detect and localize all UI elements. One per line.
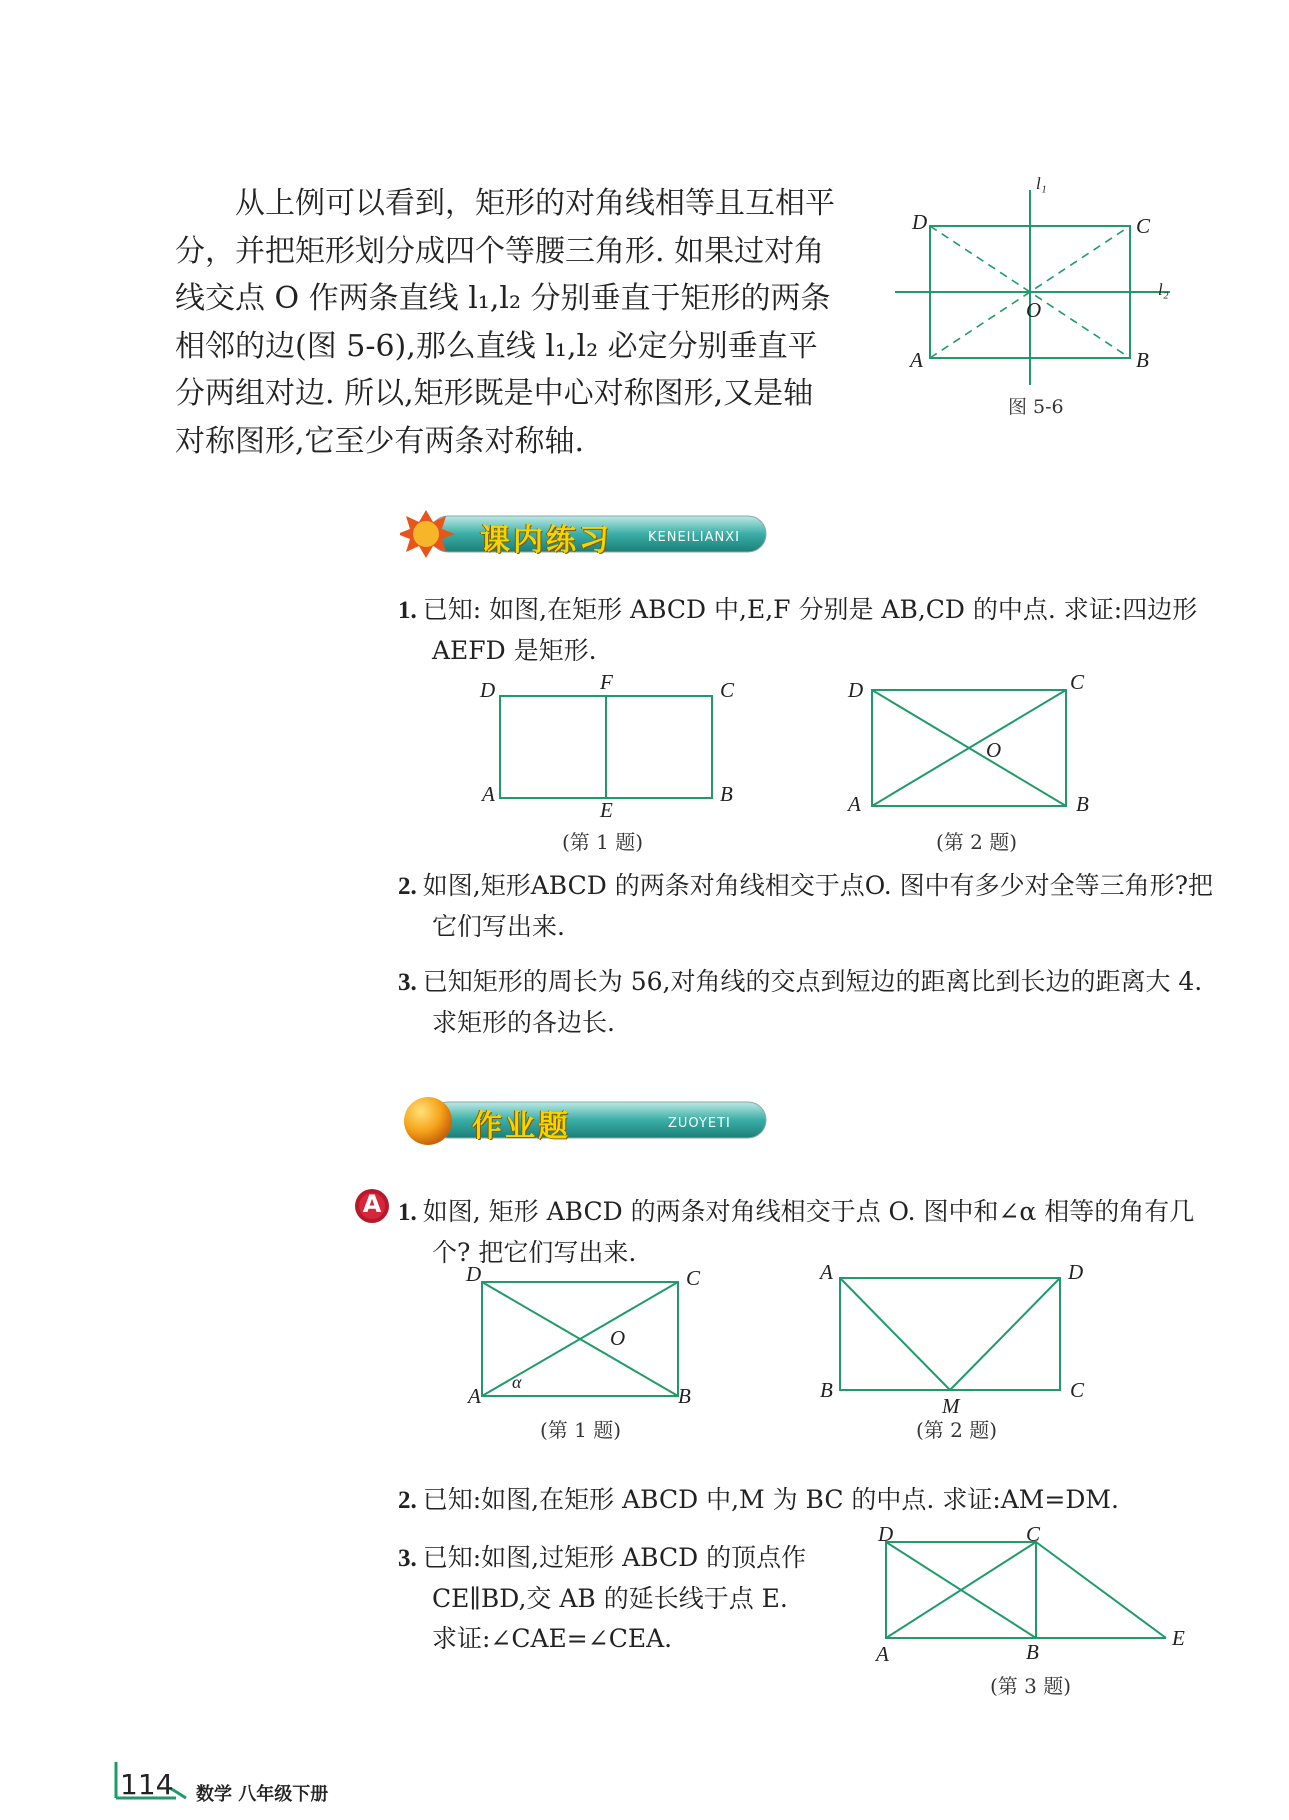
homework-question-1: 1. 如图, 矩形 ABCD 的两条对角线相交于点 O. 图中和∠α 相等的角有几个? 把它们写出来. <box>398 1197 1195 1267</box>
label-C: C <box>720 678 735 702</box>
practice-question-2: 2. 如图,矩形ABCD 的两条对角线相交于点O. 图中有多少对全等三角形?把它们写出来. <box>398 871 1214 941</box>
label-A: A <box>820 1260 833 1284</box>
label-C: C <box>1070 670 1085 694</box>
practice-figure-1 <box>470 670 750 860</box>
label-O: O <box>986 738 1002 762</box>
label-E: E <box>1172 1626 1185 1650</box>
label-l1: l₁ <box>1036 174 1047 193</box>
figure-caption: (第 2 题) <box>916 1418 998 1442</box>
figure-5-6 <box>880 174 1200 430</box>
label-A: A <box>910 348 923 372</box>
book-title: 数学 八年级下册 <box>196 1784 329 1805</box>
homework-banner <box>400 1092 770 1148</box>
practice-question-1: 1. 已知: 如图,在矩形 ABCD 中,E,F 分别是 AB,CD 的中点. 求证:四边形 AEFD 是矩形. <box>398 595 1198 665</box>
label-B: B <box>678 1384 691 1408</box>
intro-line: 相邻的边(图 5-6),那么直线 l₁,l₂ 必定分别垂直平 <box>175 328 818 364</box>
label-B: B <box>720 782 733 806</box>
label-D: D <box>480 678 496 702</box>
figure-caption: (第 3 题) <box>990 1674 1072 1698</box>
label-E: E <box>600 798 613 822</box>
label-A: A <box>482 782 495 806</box>
intro-paragraph <box>175 180 875 465</box>
homework-title: 作业题 <box>472 1109 571 1144</box>
label-O: O <box>610 1326 626 1350</box>
level-a-badge <box>354 1188 390 1224</box>
label-l2: l₂ <box>1158 280 1169 299</box>
label-D: D <box>1068 1260 1084 1284</box>
label-D: D <box>466 1262 482 1286</box>
page-number: 114 <box>120 1768 174 1801</box>
figure-caption: (第 2 题) <box>936 830 1018 854</box>
label-D: D <box>912 210 928 234</box>
homework-question-3: 3. 已知:如图,过矩形 ABCD 的顶点作 CE∥BD,交 AB 的延长线于点 E. 求证:∠CAE=∠CEA. <box>398 1543 807 1653</box>
intro-line: 对称图形,它至少有两条对称轴. <box>175 423 585 459</box>
label-D: D <box>878 1522 894 1546</box>
intro-line: 线交点 O 作两条直线 l₁,l₂ 分别垂直于矩形的两条 <box>175 281 831 316</box>
homework-figure-1 <box>460 1260 720 1450</box>
label-M: M <box>942 1394 960 1418</box>
homework-subtitle: ZUOYETI <box>668 1116 731 1131</box>
label-A: A <box>848 792 861 816</box>
practice-question-3: 3. 已知矩形的周长为 56,对角线的交点到短边的距离比到长边的距离大 4. 求矩形的各边长. <box>398 967 1203 1037</box>
label-C: C <box>1026 1522 1041 1546</box>
practice-subtitle: KENEILIANXI <box>648 530 740 545</box>
homework-question-2: 2. 已知:如图,在矩形 ABCD 中,M 为 BC 的中点. 求证:AM=DM. <box>398 1485 1119 1514</box>
badge-letter: A <box>362 1190 382 1218</box>
label-O: O <box>1026 298 1042 322</box>
label-B: B <box>1026 1640 1039 1664</box>
label-A: A <box>468 1384 481 1408</box>
practice-banner <box>400 508 770 560</box>
practice-figure-2 <box>840 668 1120 858</box>
label-D: D <box>848 678 864 702</box>
homework-figure-3 <box>866 1522 1206 1702</box>
figure-caption: (第 1 题) <box>540 1418 622 1442</box>
label-C: C <box>686 1266 701 1290</box>
intro-line: 分，并把矩形划分成四个等腰三角形. 如果过对角 <box>175 233 825 269</box>
intro-line: 分两组对边. 所以,矩形既是中心对称图形,又是轴 <box>175 376 814 411</box>
figure-caption: (第 1 题) <box>562 830 644 854</box>
label-alpha: α <box>512 1372 522 1392</box>
label-C: C <box>1070 1378 1085 1402</box>
figure-caption: 图 5-6 <box>1008 396 1064 418</box>
label-A: A <box>876 1642 889 1666</box>
label-F: F <box>600 670 613 694</box>
homework-figure-2 <box>820 1258 1100 1448</box>
practice-title: 课内练习 <box>480 523 612 558</box>
label-B: B <box>820 1378 833 1402</box>
label-B: B <box>1076 792 1089 816</box>
label-C: C <box>1136 214 1151 238</box>
intro-line: 从上例可以看到，矩形的对角线相等且互相平 <box>235 186 835 221</box>
label-B: B <box>1136 348 1149 372</box>
